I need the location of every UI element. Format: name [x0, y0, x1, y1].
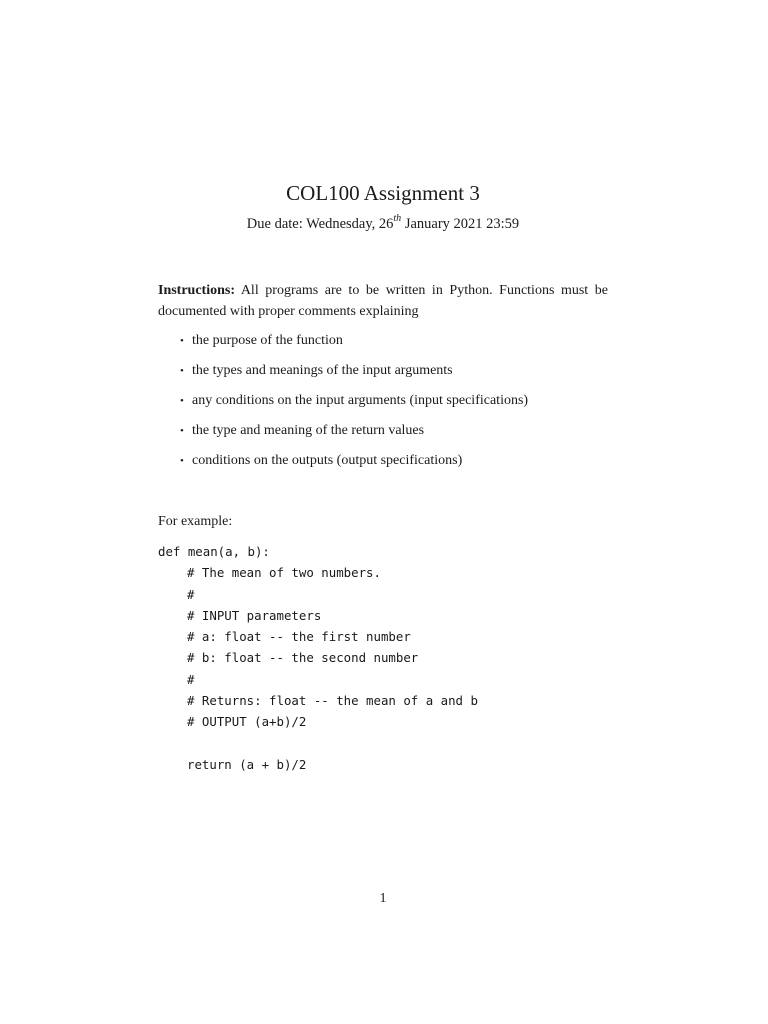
bullet-icon: • [180, 335, 184, 347]
code-line-blank [158, 733, 478, 754]
list-item [158, 450, 528, 480]
list-item-text: the type and meaning of the return values [192, 423, 425, 438]
code-line: return (a + b)/2 [187, 756, 307, 772]
code-line: def mean(a, b): [158, 544, 270, 559]
code-line: # INPUT parameters [187, 607, 322, 623]
list-item [158, 360, 528, 390]
code-line: # b: float -- the second number [187, 650, 419, 666]
example-label: For example: [158, 514, 233, 529]
list-item-text: any conditions on the input arguments (input specifications) [192, 393, 529, 408]
code-line: # [187, 671, 195, 687]
page-number: 1 [379, 891, 387, 906]
due-date-month-year: January 2021 23:59 [401, 216, 520, 232]
bullet-icon: • [180, 365, 184, 377]
code-line: # [187, 586, 195, 602]
code-line: # a: float -- the first number [187, 629, 411, 645]
list-item-text: the purpose of the function [192, 333, 343, 348]
bullet-icon: • [180, 455, 184, 467]
due-date-text: Due date: Wednesday, 26 [246, 216, 394, 232]
list-item [158, 390, 528, 420]
instructions-text: All programs are to be written in Python. Functions must be documented with proper comments explaining [158, 283, 608, 319]
list-item [158, 420, 528, 450]
list-item-text: the types and meanings of the input arguments [192, 363, 453, 378]
code-line: # OUTPUT (a+b)/2 [187, 714, 307, 730]
due-date [0, 212, 766, 236]
bullet-icon: • [180, 395, 184, 407]
due-date-ordinal: th [393, 213, 402, 225]
instructions-list [158, 330, 528, 480]
code-line: # Returns: float -- the mean of a and b [187, 693, 478, 709]
bullet-icon: • [180, 425, 184, 437]
instructions-label: Instructions: [158, 283, 236, 298]
code-line: # The mean of two numbers. [187, 565, 381, 581]
list-item [158, 330, 528, 360]
page-title: COL100 Assignment 3 [286, 181, 480, 205]
list-item-text: conditions on the outputs (output specifications) [192, 453, 463, 468]
instructions-paragraph [158, 280, 608, 322]
code-block [158, 541, 478, 775]
